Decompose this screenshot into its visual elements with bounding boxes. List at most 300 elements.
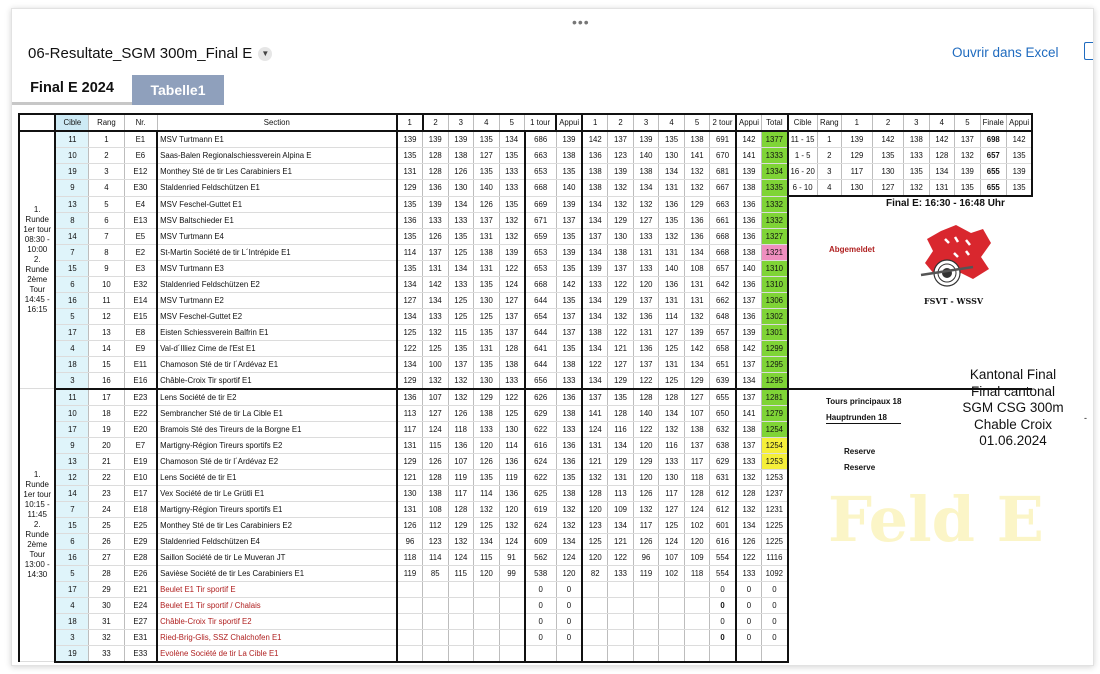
table-cell[interactable]: 136	[659, 196, 685, 212]
table-cell[interactable]: E32	[124, 276, 157, 292]
table-cell[interactable]: 137	[736, 292, 762, 308]
final-column-header[interactable]: Appui	[1006, 114, 1032, 131]
table-cell[interactable]: 7	[55, 501, 88, 517]
table-cell[interactable]: 624	[525, 453, 557, 469]
table-cell[interactable]: 27	[89, 549, 124, 565]
table-cell[interactable]: 120	[684, 533, 710, 549]
table-cell[interactable]: 118	[448, 421, 474, 437]
final-table-cell[interactable]: 132	[955, 148, 981, 164]
table-cell[interactable]: 138	[582, 164, 608, 180]
table-cell[interactable]: 0	[736, 597, 762, 613]
table-cell[interactable]	[448, 613, 474, 629]
table-cell[interactable]: 17	[55, 324, 88, 340]
final-table-cell[interactable]: 2	[817, 148, 841, 164]
table-cell[interactable]: 132	[474, 501, 500, 517]
table-cell[interactable]: 135	[448, 340, 474, 356]
table-cell[interactable]: 132	[423, 324, 449, 340]
table-cell[interactable]	[582, 645, 608, 662]
table-cell[interactable]: 138	[608, 244, 634, 260]
table-cell[interactable]: 123	[582, 517, 608, 533]
table-cell[interactable]	[423, 581, 449, 597]
section-name-cell[interactable]: Staldenried Feldschützen E1	[157, 180, 397, 197]
table-cell[interactable]: 629	[710, 453, 736, 469]
final-table-cell[interactable]: 134	[929, 164, 955, 180]
table-cell[interactable]	[474, 581, 500, 597]
table-cell[interactable]: 135	[397, 260, 423, 276]
table-cell[interactable]: 138	[736, 244, 762, 260]
table-cell[interactable]: 641	[525, 340, 557, 356]
final-table-cell[interactable]: 142	[872, 131, 903, 148]
table-cell[interactable]: E3	[124, 260, 157, 276]
table-cell[interactable]: 121	[582, 453, 608, 469]
table-cell[interactable]: 133	[556, 372, 582, 389]
table-cell[interactable]: 126	[474, 453, 500, 469]
table-cell[interactable]: 15	[55, 517, 88, 533]
table-cell[interactable]: 131	[659, 244, 685, 260]
table-cell[interactable]	[499, 613, 525, 629]
table-cell[interactable]: 136	[633, 340, 659, 356]
table-cell[interactable]: 138	[556, 148, 582, 164]
table-cell[interactable]: 126	[474, 196, 500, 212]
table-cell[interactable]: 129	[608, 372, 634, 389]
table-cell[interactable]: 124	[423, 421, 449, 437]
table-cell[interactable]: 17	[55, 581, 88, 597]
table-cell[interactable]: 609	[525, 533, 557, 549]
table-cell[interactable]: 137	[423, 244, 449, 260]
table-cell[interactable]: 1254	[762, 421, 788, 437]
table-cell[interactable]: 13	[55, 196, 88, 212]
table-cell[interactable]	[499, 581, 525, 597]
table-cell[interactable]: 3	[89, 164, 124, 180]
table-cell[interactable]: 133	[499, 372, 525, 389]
table-cell[interactable]: 17	[55, 421, 88, 437]
table-cell[interactable]: 134	[684, 244, 710, 260]
table-cell[interactable]	[397, 597, 423, 613]
table-cell[interactable]: 141	[736, 405, 762, 421]
table-cell[interactable]: E25	[124, 517, 157, 533]
table-cell[interactable]: 136	[684, 212, 710, 228]
table-cell[interactable]: 138	[684, 421, 710, 437]
table-cell[interactable]	[659, 613, 685, 629]
section-name-cell[interactable]: Staldenried Feldschützen E2	[157, 276, 397, 292]
table-cell[interactable]: 135	[556, 260, 582, 276]
table-cell[interactable]: 124	[499, 276, 525, 292]
table-cell[interactable]: 658	[710, 340, 736, 356]
table-cell[interactable]: 132	[608, 308, 634, 324]
table-cell[interactable]: 139	[556, 196, 582, 212]
table-cell[interactable]: 139	[736, 164, 762, 180]
column-header[interactable]: 3	[633, 114, 659, 131]
table-cell[interactable]: 5	[55, 308, 88, 324]
table-cell[interactable]: 125	[448, 308, 474, 324]
table-cell[interactable]: 1310	[762, 276, 788, 292]
table-cell[interactable]: E12	[124, 164, 157, 180]
table-cell[interactable]: 1116	[762, 549, 788, 565]
table-cell[interactable]	[423, 629, 449, 645]
table-cell[interactable]: 133	[608, 565, 634, 581]
final-table-cell[interactable]: 135	[1006, 148, 1032, 164]
table-cell[interactable]: 129	[397, 180, 423, 197]
final-table-cell[interactable]: 657	[980, 148, 1006, 164]
table-cell[interactable]: 124	[556, 549, 582, 565]
column-header[interactable]: 2	[423, 114, 449, 131]
table-cell[interactable]: 114	[423, 549, 449, 565]
table-cell[interactable]: 135	[397, 196, 423, 212]
table-cell[interactable]: 127	[499, 292, 525, 308]
table-cell[interactable]: 601	[710, 517, 736, 533]
table-cell[interactable]: 130	[397, 485, 423, 501]
table-cell[interactable]: 134	[582, 196, 608, 212]
table-cell[interactable]: E14	[124, 292, 157, 308]
table-cell[interactable]: 4	[55, 340, 88, 356]
final-table-cell[interactable]: 1 - 5	[788, 148, 818, 164]
table-cell[interactable]: 133	[659, 453, 685, 469]
table-cell[interactable]: 137	[633, 356, 659, 372]
column-header[interactable]: 3	[448, 114, 474, 131]
table-cell[interactable]: E4	[124, 196, 157, 212]
table-cell[interactable]: 136	[736, 308, 762, 324]
section-name-cell[interactable]: MSV Baltschieder E1	[157, 212, 397, 228]
table-cell[interactable]: 134	[633, 180, 659, 197]
table-cell[interactable]: E2	[124, 244, 157, 260]
table-cell[interactable]: 139	[423, 131, 449, 148]
table-cell[interactable]: 138	[556, 485, 582, 501]
table-cell[interactable]: 134	[608, 517, 634, 533]
tab-tabelle1[interactable]: Tabelle1	[132, 75, 224, 105]
table-cell[interactable]: 127	[423, 405, 449, 421]
final-column-header[interactable]: Finale	[980, 114, 1006, 131]
table-cell[interactable]: 25	[89, 517, 124, 533]
table-cell[interactable]: 123	[423, 533, 449, 549]
table-cell[interactable]: 134	[659, 405, 685, 421]
table-cell[interactable]: 137	[556, 212, 582, 228]
table-cell[interactable]: 117	[397, 421, 423, 437]
table-cell[interactable]	[423, 613, 449, 629]
table-cell[interactable]: 132	[736, 469, 762, 485]
table-cell[interactable]: 137	[633, 292, 659, 308]
table-cell[interactable]: 136	[499, 485, 525, 501]
table-cell[interactable]: 136	[556, 453, 582, 469]
section-name-cell[interactable]: MSV Turtmann E1	[157, 131, 397, 148]
table-cell[interactable]: 19	[55, 164, 88, 180]
section-name-cell[interactable]: Savièse Société de tir Les Carabiniers E1	[157, 565, 397, 581]
table-cell[interactable]: 131	[659, 180, 685, 197]
table-cell[interactable]: 134	[582, 340, 608, 356]
table-cell[interactable]: 562	[525, 549, 557, 565]
table-cell[interactable]: 135	[556, 340, 582, 356]
table-cell[interactable]: 129	[448, 517, 474, 533]
table-cell[interactable]: E31	[124, 629, 157, 645]
column-header[interactable]: Section	[157, 114, 397, 131]
table-cell[interactable]: 114	[397, 244, 423, 260]
table-cell[interactable]: 129	[684, 196, 710, 212]
table-cell[interactable]: 117	[448, 485, 474, 501]
table-cell[interactable]: 137	[608, 260, 634, 276]
table-cell[interactable]: 1281	[762, 389, 788, 406]
table-cell[interactable]: 129	[608, 212, 634, 228]
table-cell[interactable]: 127	[608, 356, 634, 372]
table-cell[interactable]: 639	[710, 372, 736, 389]
table-cell[interactable]: 132	[659, 228, 685, 244]
table-cell[interactable]: E11	[124, 356, 157, 372]
table-cell[interactable]: 136	[659, 276, 685, 292]
table-cell[interactable]: 18	[55, 613, 88, 629]
table-cell[interactable]: 0	[556, 597, 582, 613]
table-cell[interactable]: 131	[474, 340, 500, 356]
table-cell[interactable]: 135	[659, 212, 685, 228]
table-cell[interactable]: 16	[89, 372, 124, 389]
table-cell[interactable]: 655	[710, 389, 736, 406]
table-cell[interactable]: 127	[684, 389, 710, 406]
table-cell[interactable]: 612	[710, 485, 736, 501]
table-cell[interactable]: 135	[474, 276, 500, 292]
table-cell[interactable]: 0	[525, 597, 557, 613]
table-cell[interactable]: 138	[684, 131, 710, 148]
table-cell[interactable]	[684, 581, 710, 597]
column-header[interactable]: Nr.	[124, 114, 157, 131]
table-cell[interactable]: 624	[525, 517, 557, 533]
table-cell[interactable]: 131	[474, 228, 500, 244]
table-cell[interactable]: 136	[556, 437, 582, 453]
table-cell[interactable]: 0	[556, 613, 582, 629]
table-cell[interactable]: E28	[124, 549, 157, 565]
table-cell[interactable]: 0	[762, 597, 788, 613]
table-cell[interactable]: 619	[525, 501, 557, 517]
table-cell[interactable]	[736, 645, 762, 662]
table-cell[interactable]: 124	[582, 421, 608, 437]
table-cell[interactable]: 132	[684, 180, 710, 197]
table-cell[interactable]: 10	[55, 148, 88, 164]
table-cell[interactable]	[659, 597, 685, 613]
table-cell[interactable]: 3	[55, 629, 88, 645]
table-cell[interactable]: 16	[55, 549, 88, 565]
table-cell[interactable]: 18	[55, 356, 88, 372]
table-cell[interactable]: 132	[499, 517, 525, 533]
table-cell[interactable]: 129	[608, 453, 634, 469]
table-cell[interactable]: 136	[736, 228, 762, 244]
table-cell[interactable]: 140	[633, 405, 659, 421]
table-cell[interactable]: 137	[499, 308, 525, 324]
table-cell[interactable]: 650	[710, 405, 736, 421]
table-cell[interactable]: 139	[448, 131, 474, 148]
column-header[interactable]: 4	[659, 114, 685, 131]
table-cell[interactable]: 96	[397, 533, 423, 549]
table-cell[interactable]: 0	[525, 629, 557, 645]
table-cell[interactable]: 1295	[762, 372, 788, 389]
table-cell[interactable]: 653	[525, 260, 557, 276]
table-cell[interactable]: 127	[633, 212, 659, 228]
section-name-cell[interactable]: Chamoson Sté de tir l´Ardévaz E2	[157, 453, 397, 469]
table-cell[interactable]: 114	[474, 485, 500, 501]
table-cell[interactable]	[608, 645, 634, 662]
table-cell[interactable]: 135	[556, 228, 582, 244]
final-table-cell[interactable]: 655	[980, 180, 1006, 197]
table-cell[interactable]: 107	[684, 405, 710, 421]
table-cell[interactable]: E1	[124, 131, 157, 148]
column-header[interactable]: 2 tour	[710, 114, 736, 131]
column-header[interactable]: Cible	[55, 114, 88, 131]
table-cell[interactable]: 134	[397, 276, 423, 292]
column-header[interactable]: 5	[684, 114, 710, 131]
final-table-cell[interactable]: 131	[929, 180, 955, 197]
table-cell[interactable]: 132	[736, 501, 762, 517]
table-cell[interactable]: 134	[397, 308, 423, 324]
table-cell[interactable]: 625	[525, 485, 557, 501]
final-table-cell[interactable]: 129	[841, 148, 872, 164]
table-cell[interactable]: 128	[608, 405, 634, 421]
table-cell[interactable]: E9	[124, 340, 157, 356]
table-cell[interactable]: E30	[124, 180, 157, 197]
table-cell[interactable]: 128	[633, 389, 659, 406]
table-cell[interactable]: 139	[556, 244, 582, 260]
table-cell[interactable]: 137	[684, 437, 710, 453]
table-cell[interactable]: 134	[736, 372, 762, 389]
table-cell[interactable]: 28	[89, 565, 124, 581]
final-table-cell[interactable]: 132	[904, 180, 930, 197]
table-cell[interactable]: 133	[499, 180, 525, 197]
table-cell[interactable]: 139	[608, 164, 634, 180]
final-table-cell[interactable]: 139	[841, 131, 872, 148]
table-cell[interactable]: 124	[499, 533, 525, 549]
table-cell[interactable]: 114	[499, 437, 525, 453]
table-cell[interactable]: 135	[499, 196, 525, 212]
table-cell[interactable]: 133	[633, 260, 659, 276]
table-cell[interactable]: 134	[423, 292, 449, 308]
table-cell[interactable]: 138	[474, 244, 500, 260]
table-cell[interactable]: 132	[633, 196, 659, 212]
table-cell[interactable]: 130	[659, 469, 685, 485]
table-cell[interactable]: 132	[556, 517, 582, 533]
section-name-cell[interactable]: Ried-Brig-Glis, SSZ Chalchofen E1	[157, 629, 397, 645]
table-cell[interactable]: 0	[710, 629, 736, 645]
table-cell[interactable]: 140	[556, 180, 582, 197]
table-cell[interactable]: E6	[124, 148, 157, 164]
table-cell[interactable]: 668	[710, 228, 736, 244]
table-cell[interactable]: 622	[525, 421, 557, 437]
table-cell[interactable]: 642	[710, 276, 736, 292]
table-cell[interactable]: 133	[582, 276, 608, 292]
table-cell[interactable]: 141	[684, 148, 710, 164]
table-cell[interactable]: 133	[448, 276, 474, 292]
table-cell[interactable]: 125	[659, 372, 685, 389]
table-cell[interactable]: 137	[736, 437, 762, 453]
table-cell[interactable]	[684, 597, 710, 613]
table-cell[interactable]: E22	[124, 405, 157, 421]
table-cell[interactable]: 120	[582, 549, 608, 565]
table-cell[interactable]: E29	[124, 533, 157, 549]
table-cell[interactable]: 142	[736, 340, 762, 356]
table-cell[interactable]: 0	[525, 581, 557, 597]
table-cell[interactable]: 1301	[762, 324, 788, 340]
table-cell[interactable]: 126	[423, 228, 449, 244]
table-cell[interactable]: 138	[423, 485, 449, 501]
table-cell[interactable]: 132	[448, 389, 474, 406]
table-cell[interactable]: 686	[525, 131, 557, 148]
table-cell[interactable]: 129	[633, 453, 659, 469]
table-cell[interactable]: 109	[684, 549, 710, 565]
table-cell[interactable]: 14	[55, 228, 88, 244]
table-cell[interactable]: 117	[633, 517, 659, 533]
table-cell[interactable]: 128	[448, 501, 474, 517]
table-cell[interactable]	[448, 597, 474, 613]
table-cell[interactable]: 132	[582, 469, 608, 485]
table-cell[interactable]: 126	[633, 485, 659, 501]
table-cell[interactable]: 137	[582, 228, 608, 244]
table-cell[interactable]: 33	[89, 645, 124, 662]
table-cell[interactable]: 121	[397, 469, 423, 485]
table-cell[interactable]: 681	[710, 164, 736, 180]
section-name-cell[interactable]: MSV Turtmann E4	[157, 228, 397, 244]
table-cell[interactable]: 132	[499, 228, 525, 244]
final-table-cell[interactable]: 130	[872, 164, 903, 180]
table-cell[interactable]: 135	[556, 292, 582, 308]
table-cell[interactable]: 7	[55, 244, 88, 260]
table-cell[interactable]: 134	[582, 308, 608, 324]
table-cell[interactable]: 638	[710, 437, 736, 453]
table-cell[interactable]: 102	[659, 565, 685, 581]
table-cell[interactable]: 136	[499, 453, 525, 469]
table-cell[interactable]: 21	[89, 453, 124, 469]
table-cell[interactable]: 4	[89, 180, 124, 197]
table-cell[interactable]: E7	[124, 437, 157, 453]
table-cell[interactable]	[684, 613, 710, 629]
column-header[interactable]: 5	[499, 114, 525, 131]
table-cell[interactable]: 131	[474, 260, 500, 276]
table-cell[interactable]: 132	[684, 308, 710, 324]
table-cell[interactable]: 1332	[762, 196, 788, 212]
table-cell[interactable]: 24	[89, 501, 124, 517]
table-cell[interactable]: 129	[397, 453, 423, 469]
table-cell[interactable]	[582, 581, 608, 597]
table-cell[interactable]: E5	[124, 228, 157, 244]
table-cell[interactable]: 130	[659, 148, 685, 164]
table-cell[interactable]: 644	[525, 292, 557, 308]
table-cell[interactable]: 10	[89, 276, 124, 292]
table-cell[interactable]: 29	[89, 581, 124, 597]
table-cell[interactable]: E16	[124, 372, 157, 389]
table-cell[interactable]: 1306	[762, 292, 788, 308]
table-cell[interactable]	[582, 597, 608, 613]
table-cell[interactable]: E23	[124, 389, 157, 406]
final-table-cell[interactable]: 135	[872, 148, 903, 164]
table-cell[interactable]: 132	[556, 501, 582, 517]
table-cell[interactable]: 133	[556, 421, 582, 437]
column-header[interactable]: Rang	[89, 114, 124, 131]
table-cell[interactable]: 125	[499, 405, 525, 421]
section-name-cell[interactable]: St-Martin Société de tir L´Intrépide E1	[157, 244, 397, 260]
section-name-cell[interactable]: Bramois Sté des Tireurs de la Borgne E1	[157, 421, 397, 437]
table-cell[interactable]: 125	[582, 533, 608, 549]
table-cell[interactable]: 123	[608, 148, 634, 164]
final-table-cell[interactable]: 135	[904, 164, 930, 180]
table-cell[interactable]: 112	[423, 517, 449, 533]
column-header[interactable]: 4	[474, 114, 500, 131]
table-cell[interactable]: 122	[633, 372, 659, 389]
table-cell[interactable]: 117	[684, 453, 710, 469]
table-cell[interactable]	[474, 613, 500, 629]
table-cell[interactable]: 127	[397, 292, 423, 308]
table-cell[interactable]: 120	[582, 501, 608, 517]
section-name-cell[interactable]: Châble-Croix Tir sportif E2	[157, 613, 397, 629]
table-cell[interactable]: 5	[89, 196, 124, 212]
table-cell[interactable]	[499, 597, 525, 613]
table-cell[interactable]: E20	[124, 421, 157, 437]
table-cell[interactable]: 122	[608, 276, 634, 292]
table-cell[interactable]	[397, 629, 423, 645]
table-cell[interactable]: 1253	[762, 469, 788, 485]
table-cell[interactable]	[499, 629, 525, 645]
table-cell[interactable]: 113	[608, 485, 634, 501]
